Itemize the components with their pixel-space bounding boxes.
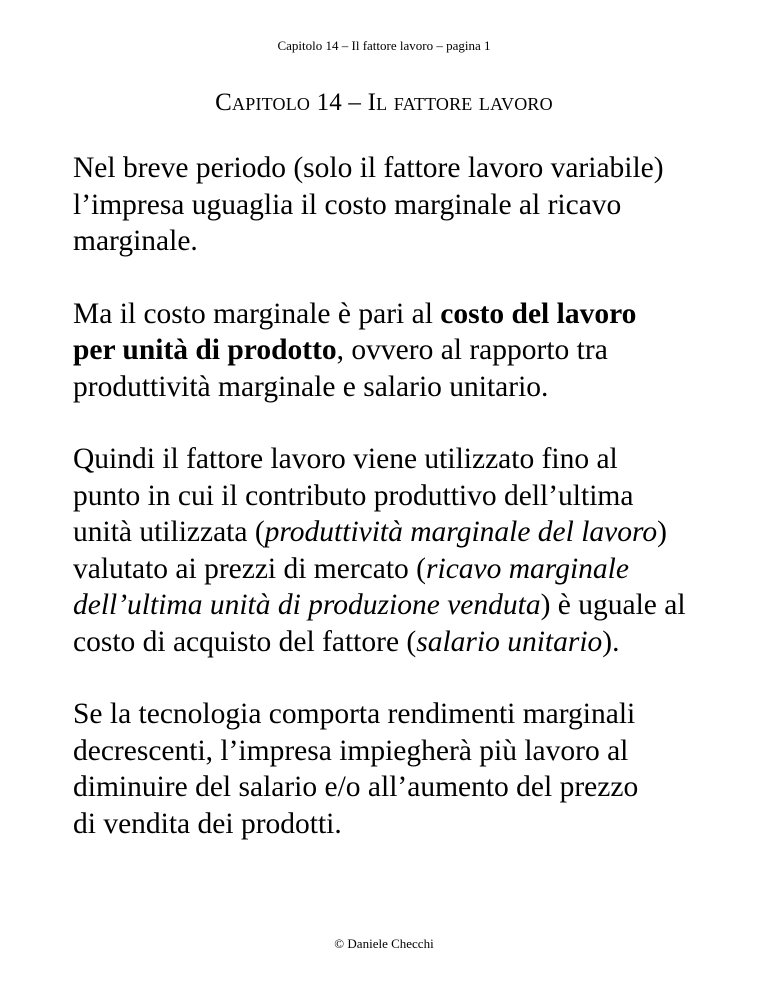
text-run: unità utilizzata ( <box>73 516 265 548</box>
text-line <box>73 332 723 369</box>
paragraph-technology <box>73 696 723 842</box>
text-line: l’impresa uguaglia il costo marginale al ricavo <box>73 188 622 221</box>
text-line <box>73 551 723 588</box>
text-line <box>73 296 723 333</box>
text-run: Ma il costo marginale è pari al <box>73 297 441 330</box>
copyright-footer: © Daniele Checchi <box>334 936 434 951</box>
italic-term: produttività marginale del lavoro <box>264 516 658 548</box>
text-line: decrescenti, l’impresa impiegherà più lavoro al <box>73 734 629 767</box>
italic-term: ricavo marginale <box>426 552 629 585</box>
chapter-title: Capitolo 14 – Il fattore lavoro <box>215 89 553 116</box>
text-run: valutato ai prezzi di mercato ( <box>73 552 427 585</box>
text-line <box>73 514 723 551</box>
text-run: ). <box>602 625 620 658</box>
paragraph-marginal-cost <box>73 296 723 406</box>
text-line: diminuire del salario e/o all’aumento del prezzo <box>73 771 639 803</box>
italic-term: dell’ultima unità di produzione venduta <box>73 589 541 621</box>
text-line: marginale. <box>73 225 198 257</box>
running-header: Capitolo 14 – Il fattore lavoro – pagina 1 <box>277 38 491 53</box>
text-run: , ovvero al rapporto tra <box>336 334 608 366</box>
bold-term: costo del lavoro <box>440 297 637 330</box>
text-line: di vendita dei prodotti. <box>73 807 342 840</box>
text-line <box>73 624 723 661</box>
bold-term: per unità di prodotto <box>73 334 337 366</box>
text-line: Se la tecnologia comporta rendimenti marginali <box>73 698 636 730</box>
text-run: ) è uguale al <box>540 589 686 621</box>
paragraph-labor-usage <box>73 441 723 660</box>
text-run: costo di acquisto del fattore ( <box>73 625 417 658</box>
text-line: Nel breve periodo (solo il fattore lavoro variabile) <box>73 152 664 184</box>
body-text <box>73 150 723 878</box>
text-run: ) <box>657 516 667 548</box>
text-line: punto in cui il contributo produttivo dell’ultima <box>73 479 634 512</box>
paragraph-short-run <box>73 150 723 260</box>
text-line: Quindi il fattore lavoro viene utilizzato fino al <box>73 443 618 475</box>
text-line: produttività marginale e salario unitario. <box>73 370 549 403</box>
italic-term: salario unitario <box>416 625 603 658</box>
text-line <box>73 587 723 624</box>
